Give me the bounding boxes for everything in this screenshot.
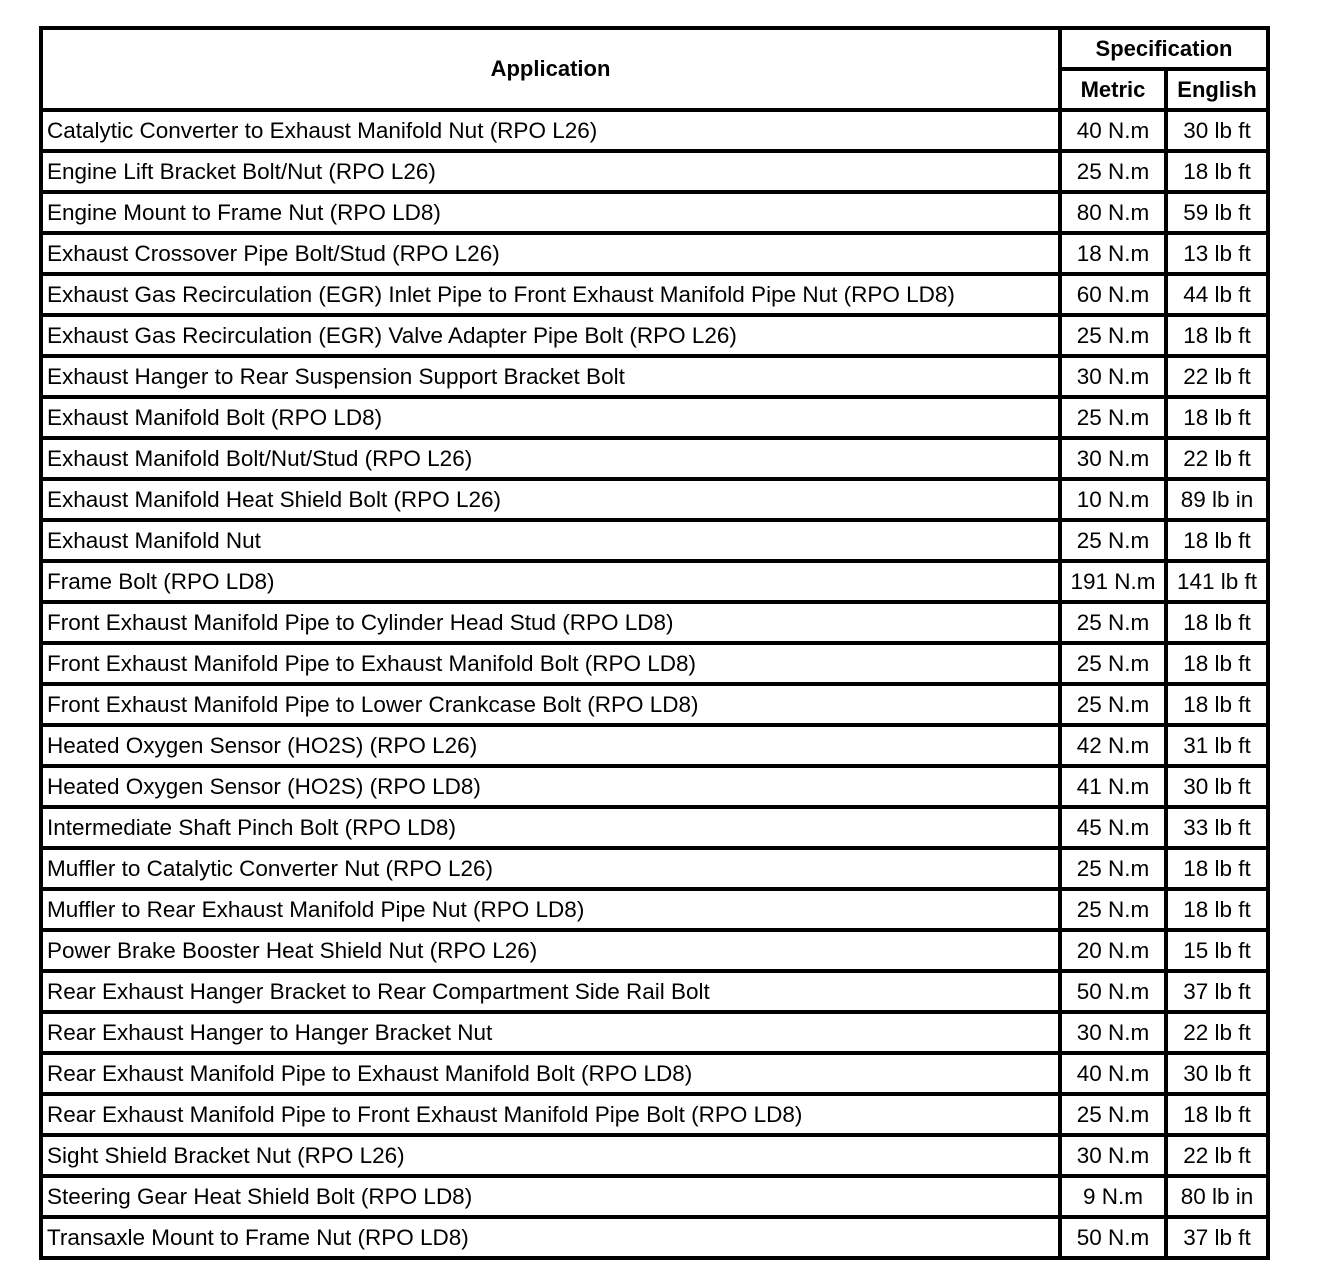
table-row [41, 1217, 1268, 1258]
metric-value-cell: 50 N.m [1060, 1217, 1166, 1258]
metric-value-cell: 9 N.m [1060, 1176, 1166, 1217]
metric-value-cell: 25 N.m [1060, 397, 1166, 438]
english-value-cell: 18 lb ft [1166, 151, 1268, 192]
table-row [41, 397, 1268, 438]
english-value-cell: 31 lb ft [1166, 725, 1268, 766]
metric-value-cell: 25 N.m [1060, 1094, 1166, 1135]
table-row [41, 807, 1268, 848]
column-header-specification: Specification [1060, 28, 1268, 69]
metric-value-cell: 25 N.m [1060, 684, 1166, 725]
fastener-torque-spec-table [39, 26, 1270, 1260]
application-cell: Engine Mount to Frame Nut (RPO LD8) [41, 192, 1060, 233]
table-row [41, 274, 1268, 315]
metric-value-cell: 25 N.m [1060, 315, 1166, 356]
table-row [41, 356, 1268, 397]
metric-value-cell: 30 N.m [1060, 438, 1166, 479]
table-row [41, 438, 1268, 479]
metric-value-cell: 80 N.m [1060, 192, 1166, 233]
table-header [41, 28, 1268, 110]
application-cell: Frame Bolt (RPO LD8) [41, 561, 1060, 602]
table-row [41, 561, 1268, 602]
metric-value-cell: 25 N.m [1060, 643, 1166, 684]
application-cell: Muffler to Rear Exhaust Manifold Pipe Nut (RPO LD8) [41, 889, 1060, 930]
metric-value-cell: 60 N.m [1060, 274, 1166, 315]
application-cell: Power Brake Booster Heat Shield Nut (RPO L26) [41, 930, 1060, 971]
table-row [41, 520, 1268, 561]
english-value-cell: 37 lb ft [1166, 971, 1268, 1012]
table-row [41, 725, 1268, 766]
metric-value-cell: 30 N.m [1060, 1012, 1166, 1053]
table-row [41, 110, 1268, 151]
table-row [41, 1053, 1268, 1094]
metric-value-cell: 41 N.m [1060, 766, 1166, 807]
metric-value-cell: 20 N.m [1060, 930, 1166, 971]
table-row [41, 233, 1268, 274]
english-value-cell: 80 lb in [1166, 1176, 1268, 1217]
table-row [41, 1176, 1268, 1217]
english-value-cell: 13 lb ft [1166, 233, 1268, 274]
metric-value-cell: 42 N.m [1060, 725, 1166, 766]
column-header-application: Application [41, 28, 1060, 110]
application-cell: Muffler to Catalytic Converter Nut (RPO L26) [41, 848, 1060, 889]
table-row [41, 315, 1268, 356]
metric-value-cell: 30 N.m [1060, 356, 1166, 397]
metric-value-cell: 50 N.m [1060, 971, 1166, 1012]
table-row [41, 848, 1268, 889]
metric-value-cell: 25 N.m [1060, 602, 1166, 643]
metric-value-cell: 25 N.m [1060, 848, 1166, 889]
table-row [41, 192, 1268, 233]
table-row [41, 151, 1268, 192]
english-value-cell: 15 lb ft [1166, 930, 1268, 971]
application-cell: Exhaust Crossover Pipe Bolt/Stud (RPO L26) [41, 233, 1060, 274]
table-row [41, 930, 1268, 971]
application-cell: Front Exhaust Manifold Pipe to Cylinder Head Stud (RPO LD8) [41, 602, 1060, 643]
english-value-cell: 44 lb ft [1166, 274, 1268, 315]
english-value-cell: 18 lb ft [1166, 315, 1268, 356]
table-body [41, 110, 1268, 1258]
english-value-cell: 30 lb ft [1166, 766, 1268, 807]
english-value-cell: 18 lb ft [1166, 1094, 1268, 1135]
application-cell: Rear Exhaust Manifold Pipe to Front Exhaust Manifold Pipe Bolt (RPO LD8) [41, 1094, 1060, 1135]
metric-value-cell: 40 N.m [1060, 110, 1166, 151]
application-cell: Sight Shield Bracket Nut (RPO L26) [41, 1135, 1060, 1176]
metric-value-cell: 25 N.m [1060, 151, 1166, 192]
english-value-cell: 22 lb ft [1166, 356, 1268, 397]
application-cell: Front Exhaust Manifold Pipe to Exhaust Manifold Bolt (RPO LD8) [41, 643, 1060, 684]
english-value-cell: 22 lb ft [1166, 1135, 1268, 1176]
metric-value-cell: 25 N.m [1060, 520, 1166, 561]
application-cell: Exhaust Manifold Nut [41, 520, 1060, 561]
table-row [41, 971, 1268, 1012]
english-value-cell: 59 lb ft [1166, 192, 1268, 233]
application-cell: Rear Exhaust Hanger to Hanger Bracket Nut [41, 1012, 1060, 1053]
english-value-cell: 18 lb ft [1166, 602, 1268, 643]
english-value-cell: 141 lb ft [1166, 561, 1268, 602]
application-cell: Exhaust Gas Recirculation (EGR) Inlet Pipe to Front Exhaust Manifold Pipe Nut (RPO LD8) [41, 274, 1060, 315]
metric-value-cell: 30 N.m [1060, 1135, 1166, 1176]
application-cell: Front Exhaust Manifold Pipe to Lower Crankcase Bolt (RPO LD8) [41, 684, 1060, 725]
english-value-cell: 22 lb ft [1166, 1012, 1268, 1053]
metric-value-cell: 40 N.m [1060, 1053, 1166, 1094]
metric-value-cell: 45 N.m [1060, 807, 1166, 848]
table-row [41, 1094, 1268, 1135]
table-row [41, 684, 1268, 725]
english-value-cell: 30 lb ft [1166, 1053, 1268, 1094]
table-row [41, 602, 1268, 643]
table-row [41, 643, 1268, 684]
application-cell: Steering Gear Heat Shield Bolt (RPO LD8) [41, 1176, 1060, 1217]
table-row [41, 1135, 1268, 1176]
table-row [41, 766, 1268, 807]
application-cell: Exhaust Manifold Heat Shield Bolt (RPO L26) [41, 479, 1060, 520]
english-value-cell: 18 lb ft [1166, 684, 1268, 725]
column-header-english: English [1166, 69, 1268, 110]
column-header-metric: Metric [1060, 69, 1166, 110]
application-cell: Heated Oxygen Sensor (HO2S) (RPO LD8) [41, 766, 1060, 807]
application-cell: Transaxle Mount to Frame Nut (RPO LD8) [41, 1217, 1060, 1258]
english-value-cell: 37 lb ft [1166, 1217, 1268, 1258]
application-cell: Exhaust Hanger to Rear Suspension Support Bracket Bolt [41, 356, 1060, 397]
english-value-cell: 18 lb ft [1166, 848, 1268, 889]
english-value-cell: 18 lb ft [1166, 520, 1268, 561]
application-cell: Exhaust Gas Recirculation (EGR) Valve Adapter Pipe Bolt (RPO L26) [41, 315, 1060, 356]
application-cell: Heated Oxygen Sensor (HO2S) (RPO L26) [41, 725, 1060, 766]
metric-value-cell: 18 N.m [1060, 233, 1166, 274]
metric-value-cell: 25 N.m [1060, 889, 1166, 930]
application-cell: Intermediate Shaft Pinch Bolt (RPO LD8) [41, 807, 1060, 848]
application-cell: Rear Exhaust Hanger Bracket to Rear Compartment Side Rail Bolt [41, 971, 1060, 1012]
english-value-cell: 18 lb ft [1166, 889, 1268, 930]
application-cell: Engine Lift Bracket Bolt/Nut (RPO L26) [41, 151, 1060, 192]
application-cell: Catalytic Converter to Exhaust Manifold Nut (RPO L26) [41, 110, 1060, 151]
table-row [41, 889, 1268, 930]
metric-value-cell: 191 N.m [1060, 561, 1166, 602]
english-value-cell: 22 lb ft [1166, 438, 1268, 479]
english-value-cell: 18 lb ft [1166, 643, 1268, 684]
english-value-cell: 89 lb in [1166, 479, 1268, 520]
table-row [41, 479, 1268, 520]
application-cell: Exhaust Manifold Bolt/Nut/Stud (RPO L26) [41, 438, 1060, 479]
application-cell: Exhaust Manifold Bolt (RPO LD8) [41, 397, 1060, 438]
metric-value-cell: 10 N.m [1060, 479, 1166, 520]
english-value-cell: 30 lb ft [1166, 110, 1268, 151]
table-row [41, 1012, 1268, 1053]
application-cell: Rear Exhaust Manifold Pipe to Exhaust Manifold Bolt (RPO LD8) [41, 1053, 1060, 1094]
english-value-cell: 18 lb ft [1166, 397, 1268, 438]
english-value-cell: 33 lb ft [1166, 807, 1268, 848]
